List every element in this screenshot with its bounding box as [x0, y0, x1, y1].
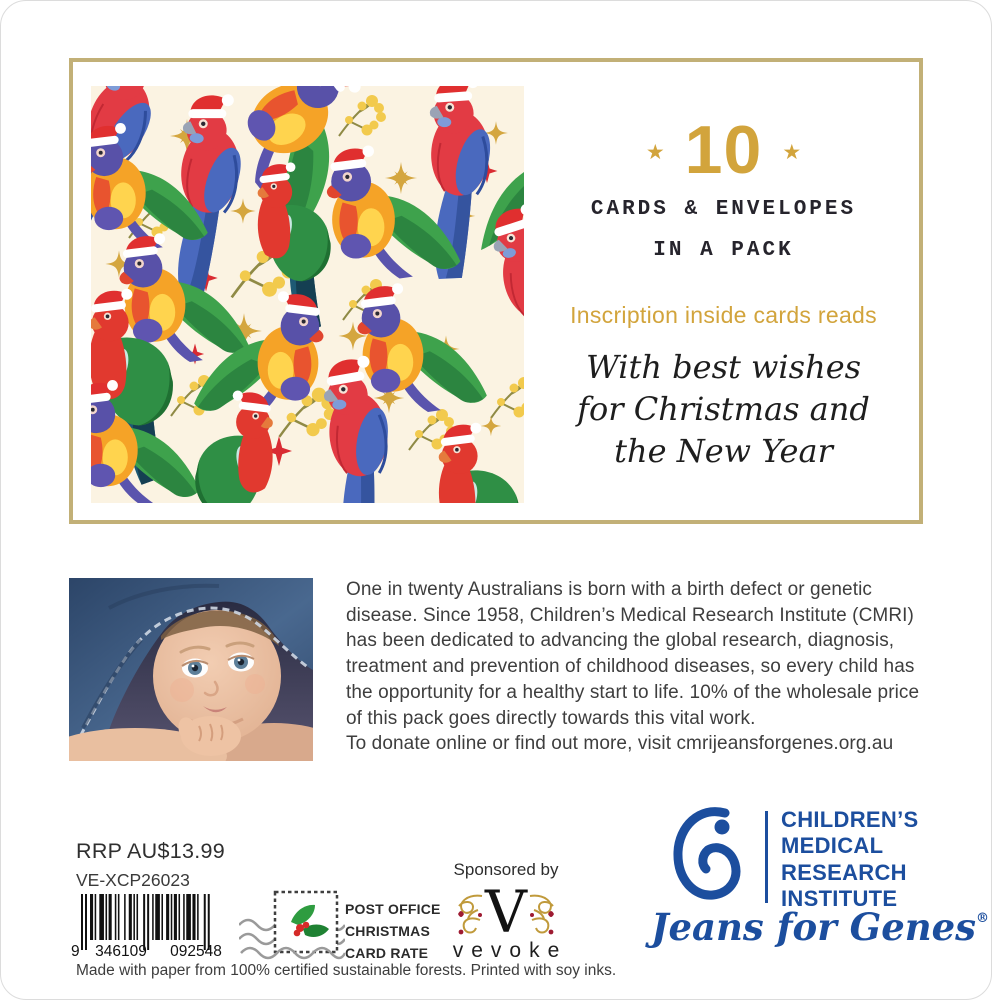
charity-line: treatment and prevention of childhood diseases, so every child has [346, 656, 915, 678]
donate-line: To donate online or find out more, visit cmrijeansforgenes.org.au [346, 733, 894, 755]
pack-contents-line1: CARDS & ENVELOPES [590, 198, 857, 221]
star-icon: ★ [645, 141, 665, 164]
product-code: VE-XCP26023 [76, 870, 190, 890]
charity-line: One in twenty Australians is born with a birth defect or genetic [346, 579, 873, 600]
cmri-wordmark-line: MEDICAL [781, 833, 884, 859]
charity-paragraph [346, 577, 946, 757]
charity-line: of this pack goes directly towards this vital work. [346, 707, 756, 729]
inscription-line: for Christmas and [577, 390, 870, 428]
inscription-intro: Inscription inside cards reads [570, 302, 877, 328]
sponsored-by-label: Sponsored by [453, 860, 559, 879]
jeans-for-genes-text: Jeans for Genes [651, 905, 977, 949]
rrp-price: RRP AU$13.99 [76, 839, 226, 863]
cmri-logo-icon [673, 806, 745, 901]
inscription-line: With best wishes [585, 348, 862, 386]
star-icon: ★ [782, 141, 802, 164]
stamp-caption-line: CHRISTMAS [345, 923, 431, 939]
stamp-caption [345, 898, 441, 964]
vevoke-monogram: V [485, 878, 527, 946]
barcode [69, 894, 249, 960]
stamp-caption-line: POST OFFICE [345, 901, 441, 917]
sponsor-name: vevoke [452, 939, 568, 962]
charity-line: the opportunity for a healthy start to life. 10% of the wholesale price [346, 681, 920, 703]
pack-count-number: 10 [684, 112, 763, 188]
pack-info-panel [528, 62, 919, 520]
registered-mark: ® [976, 911, 990, 926]
christmas-stamp-icon [239, 889, 345, 967]
flourish-left-icon [454, 886, 484, 938]
charity-line: disease. Since 1958, Children’s Medical Research Institute (CMRI) [346, 604, 914, 626]
barcode-left-digit: 9 [71, 943, 80, 960]
cmri-wordmark-line: INSTITUTE [781, 886, 898, 912]
barcode-group1: 346109 [95, 943, 147, 960]
cmri-wordmark-line: CHILDREN’S [781, 807, 919, 832]
baby-photo [69, 578, 313, 761]
cmri-logo-divider [765, 811, 768, 903]
cmri-wordmark-line: RESEARCH [781, 859, 907, 885]
sustainability-note: Made with paper from 100% certified sustainable forests. Printed with soy inks. [76, 962, 617, 979]
flourish-right-icon [528, 886, 558, 938]
stamp-caption-line: CARD RATE [345, 945, 429, 961]
gold-frame [69, 58, 923, 524]
barcode-group2: 092548 [170, 943, 222, 960]
pack-count [528, 114, 919, 186]
jeans-for-genes-logo [651, 905, 990, 949]
christmas-parrots-illustration [91, 86, 524, 503]
pack-contents-line2: IN A PACK [653, 239, 794, 262]
parrot-pattern-artwork [91, 86, 524, 503]
cmri-wordmark [781, 807, 918, 913]
vevoke-logo [433, 878, 579, 946]
charity-line: has been dedicated to advancing the global research, diagnosis, [346, 630, 895, 652]
inscription-line: the New Year [614, 432, 833, 470]
sponsor-block [433, 860, 579, 963]
